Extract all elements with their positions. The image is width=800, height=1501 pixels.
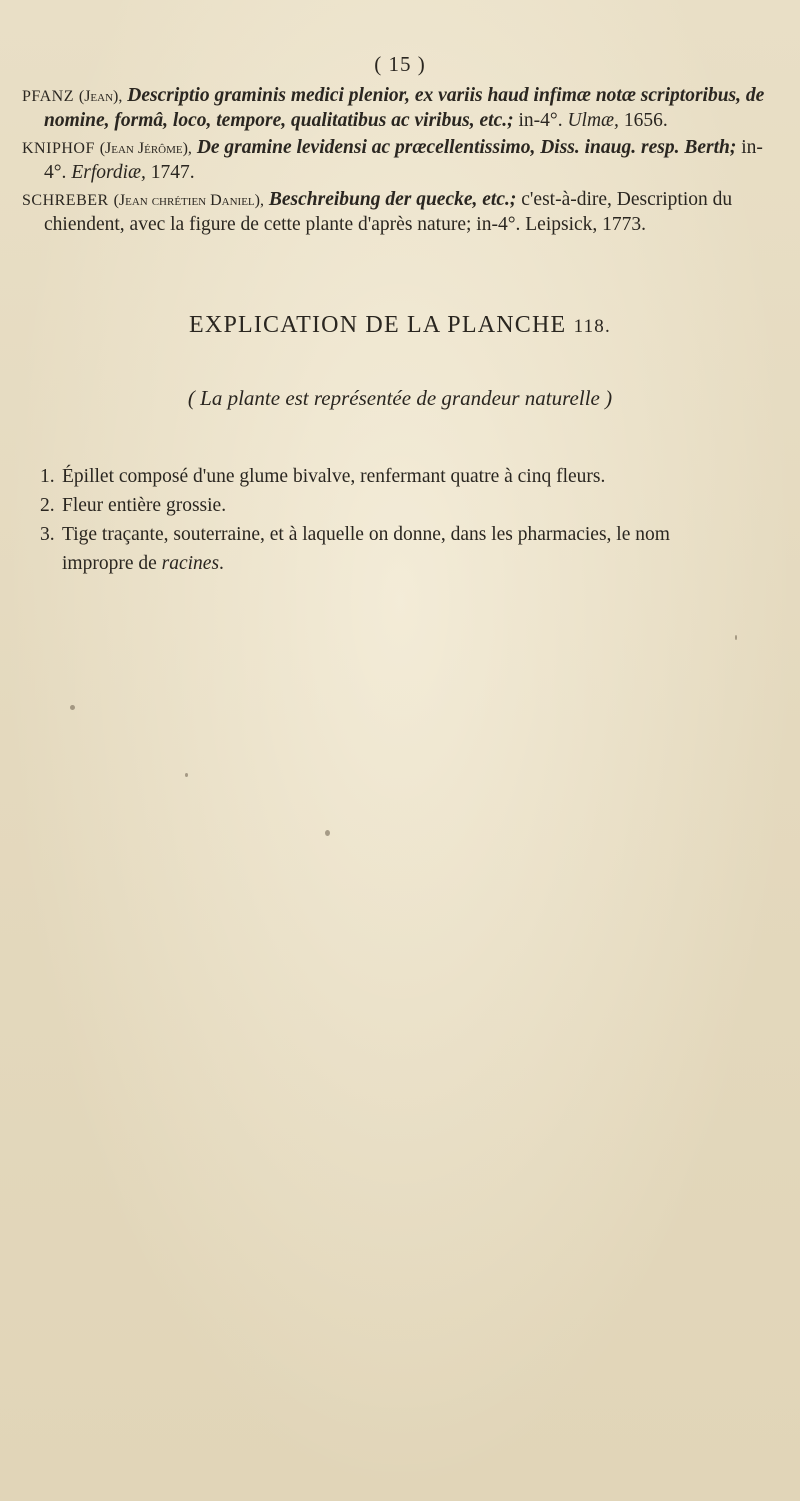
- plate-heading-text: EXPLICATION DE LA PLANCHE: [189, 312, 567, 338]
- paper-speck: [70, 705, 75, 710]
- legend-text: [62, 462, 740, 491]
- bibliography-entry: [22, 188, 782, 237]
- legend-item: [40, 520, 740, 578]
- plate-number: 118.: [573, 316, 611, 337]
- page-number: ( 15 ): [374, 52, 426, 76]
- legend-number: 3.: [40, 524, 55, 545]
- paper-speck: [735, 635, 737, 640]
- work-title: De gramine levidensi ac præcellentissimo, Diss. inaug. resp. Berth;: [196, 137, 737, 158]
- work-place: Erfordiæ,: [71, 162, 146, 183]
- work-description: c'est-à-dire, Description du chiendent, avec la figure de cette plante d'après nature; in-4°. Leipsick, 1773.: [44, 189, 733, 235]
- legend-item: [40, 462, 740, 491]
- legend-text-part: .: [219, 553, 224, 574]
- bibliography-entry: [22, 84, 782, 133]
- legend-text-part: Épillet composé d'une glume bivalve, renfermant quatre à cinq fleurs.: [62, 466, 606, 487]
- author-name: KNIPHOF: [22, 140, 95, 157]
- work-year: 1656.: [623, 110, 668, 131]
- work-title: Beschreibung der quecke, etc.;: [268, 189, 517, 210]
- plate-subtitle: ( La plante est représentée de grandeur naturelle ): [187, 386, 613, 410]
- work-year: 1747.: [150, 162, 195, 183]
- legend-text-part: Tige traçante, souterraine, et à laquelle on donne, dans les pharmacies, le nom impropre de: [62, 524, 670, 574]
- legend-text-italic: racines: [161, 553, 220, 574]
- author-name: SCHREBER: [22, 192, 109, 209]
- paper-speck: [185, 773, 188, 777]
- legend-item: [40, 491, 740, 520]
- legend-number: 1.: [40, 466, 55, 487]
- bibliography-entry: [22, 136, 782, 185]
- legend-text-part: Fleur entière grossie.: [62, 495, 227, 516]
- author-first-name: (Jean Jérôme),: [99, 140, 192, 157]
- legend-number: 2.: [40, 495, 55, 516]
- plate-legend: [40, 462, 740, 578]
- author-first-name: (Jean),: [78, 88, 123, 105]
- author-first-name: (Jean chrétien Daniel),: [113, 192, 264, 209]
- work-place: Ulmæ,: [567, 110, 619, 131]
- work-format: in-4°.: [44, 137, 763, 183]
- plate-heading: [0, 312, 800, 339]
- legend-text: [62, 520, 740, 578]
- paper-speck: [325, 830, 330, 836]
- work-format: in-4°.: [518, 110, 563, 131]
- author-name: PFANZ: [22, 88, 74, 105]
- work-title: Descriptio graminis medici plenior, ex variis haud infimæ notæ scriptoribus, de nomine, formâ, loco, tempore, qualitatibus ac viribus, etc.;: [44, 85, 765, 131]
- legend-text: [62, 491, 740, 520]
- bibliography: [22, 84, 782, 240]
